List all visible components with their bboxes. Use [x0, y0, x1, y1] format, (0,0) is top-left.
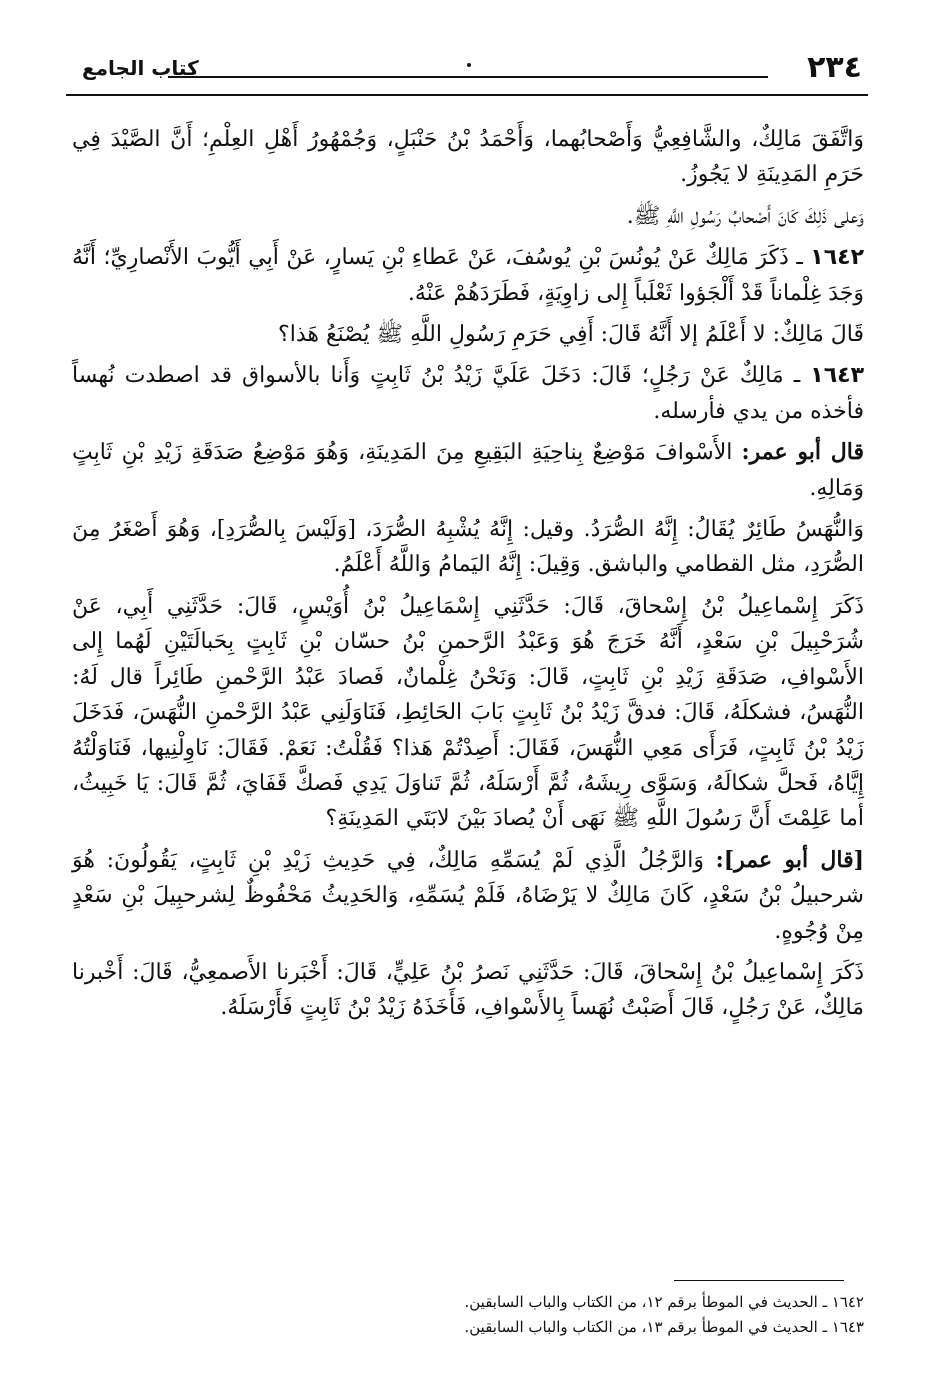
paragraph: ذَكَرَ إِسْماعِيلُ بْنُ إِسْحاقَ، قَالَ: حَدَّثَنِي نَصرُ بْنُ عَلِيٍّ، قَالَ: أَخْبَرنا الأَصمعِيُّ، قَالَ: أَخْبرنا مَالِكٌ، عَنْ رَجُلٍ، قَالَ أَصَبْتُ نُهَساً بِالأَسْوافِ، فَأَخَذَهُ زَيْدُ بْنُ ثَابِتٍ فَأَرْسَلَهُ. [72, 959, 864, 1021]
footnote: ١٦٤٣ ـ الحديث في الموطأ برقم ١٣، من الكتاب والباب السابقين. [464, 1318, 864, 1336]
header-dot [467, 63, 471, 67]
page-number: ٢٣٤ [807, 50, 862, 85]
footnote: ١٦٤٢ ـ الحديث في الموطأ برقم ١٢، من الكتاب والباب السابقين. [464, 1293, 864, 1311]
hadith-paragraph: ١٦٤٣ ـ مَالِكٌ عَنْ رَجُلٍ؛ قَالَ: دَخَلَ عَلَيَّ زَيْدُ بْنُ ثَابِتٍ وَأَنا بالأسواق قد اصطدت نُهساً فأخذه من يدي فأرسله. [72, 363, 864, 424]
header-rule [168, 76, 768, 78]
footnotes [72, 1290, 864, 1340]
paragraph: ذَكَرَ إِسْماعِيلُ بْنُ إِسْحاقَ، قَالَ: حَدَّثَنِي إِسْمَاعِيلُ بْنُ أُوَيْسٍ، قَالَ: حَدَّثَنِي أَبِي، عَنْ شُرَحْبِيلَ بْنِ سَعْدٍ، أَنَّهُ خَرَجَ هُوَ وَعَبْدُ الرَّحمنِ بْنُ حسّان بْنِ ثَابِتٍ بِحَبالَتَيْنِ لَهُما إِلى الأَسْوافِ، صَدَقَةِ زَيْدِ بْنِ ثَابِتٍ، قَالَ: وَنَحْنُ غِلْمانٌ، فَصادَ عَبْدُ الرَّحْمنِ طَائِراً قال لَهُ: النُّهَسُ، فشكلَهُ، قَالَ: فدقَّ زَيْدُ بْنُ ثَابِتٍ بَابَ الحَائِطِ، فَنَاوَلَنِي عَبْدُ الرَّحْمنِ النُّهَسَ، فَدَخَلَ زَيْدُ بْنُ ثَابِتٍ، فَرَأَى مَعِي النُّهَسَ، فَقَالَ: أَصِدْتُمْ هَذا؟ فَقُلْتُ: نَعَمْ. فَقَالَ: نَاوِلْنِيها، فَنَاوَلْتُهُ إِيَّاهُ، فَحلَّ شكالَهُ، وَسَوَّى رِيشَهُ، ثُمَّ أَرْسَلَهُ، ثُمَّ تَناوَلَ يَدِي فَصكَّ قَفَايَ، ثُمَّ قَالَ: يَا خَبِيثُ، أما عَلِمْتَ أَنَّ رَسُولَ اللَّهِ ﷺ نَهَى أَنْ يُصادَ بَيْنَ لابَتَي المَدِينَةِ؟ [72, 593, 864, 832]
page-header [82, 50, 862, 90]
paragraph: قَالَ مَالِكٌ: لا أَعْلَمُ إلا أَنَّهُ قَالَ: أَفِي حَرَمِ رَسُولِ اللَّهِ ﷺ يُصْنَعُ هَذا؟ [278, 322, 864, 348]
footnote-rule [674, 1280, 844, 1281]
hadith-number: ١٦٤٣ [810, 363, 864, 389]
hadith-paragraph: ١٦٤٢ ـ ذَكَرَ مَالِكٌ عَنْ يُونُسَ بْنِ يُوسُفَ، عَنْ عَطاءِ بْنِ يَسارٍ، عَنْ أَبِي أَيُّوبَ الأَنْصارِيِّ؛ أَنَّهُ وَجَدَ غِلْماناً قَدْ أَلْجَؤوا ثَعْلَباً إِلى زاوِيَةٍ، فَطَرَدَهُمْ عَنْهُ. [72, 245, 864, 306]
commentary-paragraph: [قال أبو عمر]: وَالرَّجُلُ الَّذِي لَمْ يُسَمِّهِ مَالِكٌ، فِي حَدِيثِ زَيْدِ بْنِ ثَابِتٍ، يَقُولُونَ: هُوَ شرحبيلُ بْنُ سَعْدٍ، كَانَ مَالِكٌ لا يَرْضَاهُ، فَلَمْ يُسَمِّهِ، وَالحَدِيثُ مَحْفُوظٌ لِشرحبِيلَ بْنِ سَعْدٍ مِنْ وُجُوهٍ. [72, 846, 864, 944]
main-text [72, 122, 864, 1032]
commentary-paragraph: قال أبو عمر: الأَسْوافَ مَوْضِعٌ بِناحِيَةِ البَقِيعِ مِنَ المَدِينَةِ، وَهُوَ مَوْضِعُ صَدَقَةِ زَيْدِ بْنِ ثَابِتٍ وَمَالِهِ. [72, 439, 864, 501]
book-title: كتاب الجامع [82, 56, 199, 80]
paragraph: وَالنُّهَسُ طَائِرٌ يُقَالُ: إِنَّهُ الصُّرَدُ. وقيل: إِنَّهُ يُشْبِهُ الصُّرَدَ، [وَلَيْسَ بِالصُّرَدِ]، وَهُوَ أَصْغَرُ مِنَ الصُّرَدِ، مثل القطامي والباشق. وَقِيلَ: إِنَّهُ اليَمامُ وَاللَّهُ أَعْلَمُ. [72, 517, 864, 578]
commentary-lead: [قال أبو عمر]: [715, 846, 864, 873]
commentary-lead: قال أبو عمر: [741, 439, 864, 466]
paragraph: وَاتَّفَقَ مَالِكٌ، والشَّافِعِيُّ وَأَصْحابُهما، وَأَحْمَدُ بْنُ حَنْبَلٍ، وَجُمْهُورُ أَهْلِ العِلْمِ؛ أَنَّ الصَّيْدَ فِي حَرَمِ المَدِينَةِ لا يَجُوزُ. [72, 127, 864, 188]
hadith-number: ١٦٤٢ [810, 245, 864, 271]
paragraph: وَعلى ذَلِكَ كَانَ أَصْحابُ رَسُولِ اللَّهِ ﷺ. [626, 203, 864, 229]
header-divider [66, 94, 868, 96]
